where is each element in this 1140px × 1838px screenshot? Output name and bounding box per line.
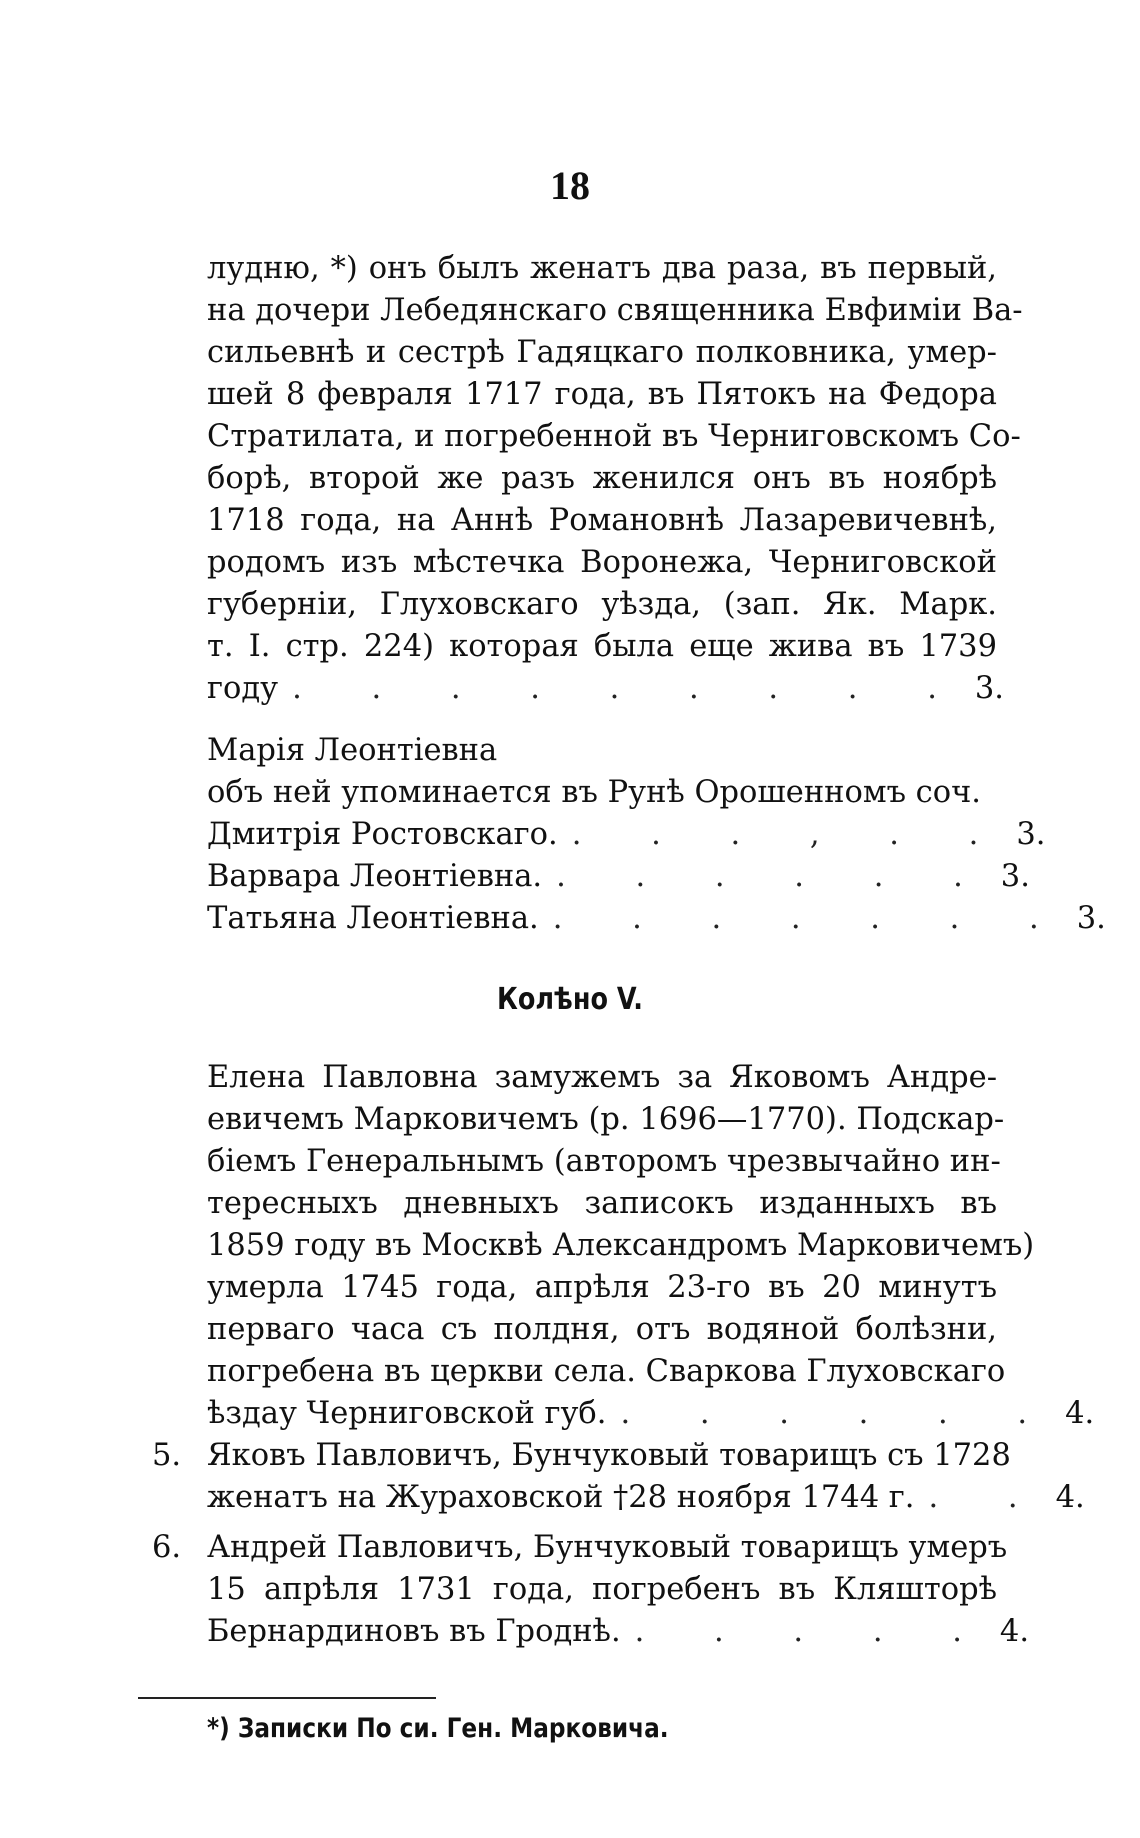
dot-leader: . . . . . . . . . [292, 671, 967, 706]
daughters-list [207, 730, 1106, 940]
text-line: борѣ, второй же разъ женился онъ въ ноябрѣ [207, 461, 997, 496]
entry-item-6 [152, 1527, 1030, 1653]
generation-number: 3. [1000, 859, 1030, 894]
text-line: родомъ изъ мѣстечка Воронежа, Черниговской [207, 545, 997, 580]
dot-leader: . . . . . . [620, 1396, 1058, 1431]
paragraph-elena [207, 1057, 1095, 1435]
dot-leader: . . . . . . . [552, 901, 1069, 936]
entry-text: Татьяна Леонтіевна. [207, 901, 539, 936]
item-number: 5. [152, 1438, 182, 1473]
entry-row [207, 1393, 1095, 1435]
entry-row [207, 898, 1106, 940]
dot-leader: . . . . . . [556, 859, 993, 894]
entry-row [207, 856, 1030, 898]
text-line: Андрей Павловичъ, Бунчуковый товарищъ умеръ [207, 1530, 1008, 1565]
entry-item-5 [152, 1435, 1085, 1519]
text-line: біемъ Генеральнымъ (авторомъ чрезвычайно ин- [207, 1144, 1001, 1179]
text-line: Яковъ Павловичъ, Бунчуковый товарищъ съ 1728 [207, 1438, 1011, 1473]
text-line: на дочери Лебедянскаго священника Евфиміи Ва- [207, 293, 1023, 328]
text-line: т. I. стр. 224) которая была еще жива въ 1739 [207, 629, 997, 664]
text-line: евичемъ Марковичемъ (р. 1696—1770). Подскар- [207, 1102, 1005, 1137]
text-line: 15 апрѣля 1731 года, погребенъ въ Кляшторѣ [207, 1572, 997, 1607]
text-line: Елена Павловна замужемъ за Яковомъ Андре- [207, 1060, 997, 1095]
entry-text: году [207, 671, 279, 706]
text-line: 1718 года, на Аннѣ Романовнѣ Лазаревичевнѣ, [207, 503, 997, 538]
entry-row [207, 668, 1005, 710]
generation-number: 4. [1055, 1480, 1085, 1515]
item-number: 6. [152, 1530, 182, 1565]
text-line: умерла 1745 года, апрѣля 23-го въ 20 минутъ [207, 1270, 997, 1305]
generation-number: 4. [999, 1614, 1030, 1649]
text-line: Марія Леонтіевна [207, 733, 498, 768]
dot-leader: . . . . . [634, 1614, 992, 1649]
generation-number: 3. [974, 671, 1005, 706]
entry-text: Дмитрія Ростовскаго. [207, 817, 558, 852]
entry-row [207, 814, 1046, 856]
text-line: тересныхъ дневныхъ записокъ изданныхъ въ [207, 1186, 997, 1221]
entry-row [207, 1611, 1030, 1653]
entry-text: женатъ на Жураховской †28 ноября 1744 г. [207, 1480, 915, 1515]
text-line: шей 8 февраля 1717 года, въ Пятокъ на Федора [207, 377, 997, 412]
entry-text: Варвара Леонтіевна. [207, 859, 543, 894]
dot-leader: . . [928, 1480, 1048, 1515]
text-line: Стратилата, и погребенной въ Черниговскомъ Со- [207, 419, 1021, 454]
text-line: перваго часа съ полдня, отъ водяной болѣзни, [207, 1312, 997, 1347]
dot-leader: . . . , . . [571, 817, 1009, 852]
entry-text: Бернардиновъ въ Гроднѣ. [207, 1614, 621, 1649]
entry-row [207, 1477, 1085, 1519]
text-line: лудню, *) онъ былъ женатъ два раза, въ первый, [207, 251, 997, 286]
footnote: *) Записки По си. Ген. Марковича. [207, 1713, 669, 1744]
text-line: губерніи, Глуховскаго уѣзда, (зап. Як. Марк. [207, 587, 997, 622]
generation-number: 3. [1016, 817, 1046, 852]
page-number: 18 [550, 163, 590, 208]
generation-number: 3. [1076, 901, 1106, 936]
text-line: сильевнѣ и сестрѣ Гадяцкаго полковника, умер- [207, 335, 997, 370]
entry-text: ѣздау Черниговской губ. [207, 1396, 607, 1431]
text-line: объ ней упоминается въ Рунѣ Орошенномъ соч. [207, 775, 981, 810]
text-line: 1859 году въ Москвѣ Александромъ Марковичемъ) [207, 1228, 1035, 1263]
footnote-rule [138, 1697, 436, 1699]
section-heading: Колѣно V. [497, 982, 643, 1017]
paragraph-spouses [207, 248, 1023, 710]
generation-number: 4. [1065, 1396, 1095, 1431]
text-line: погребена въ церкви села. Сваркова Глуховскаго [207, 1354, 1006, 1389]
